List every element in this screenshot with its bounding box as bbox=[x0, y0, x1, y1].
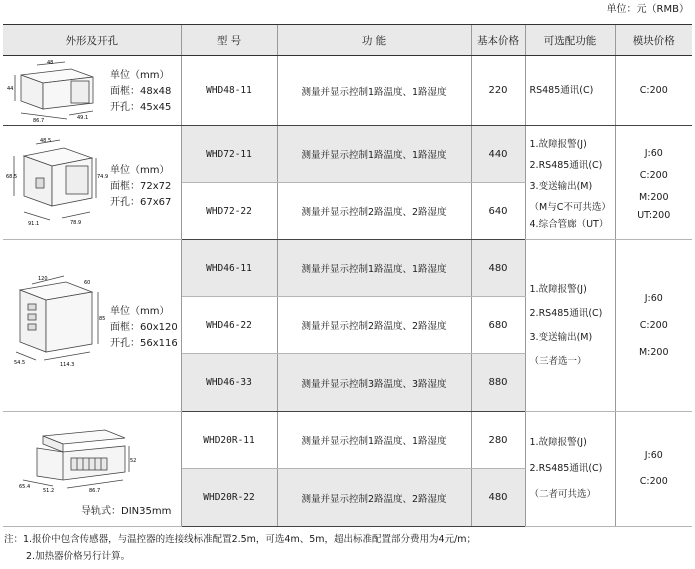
function-cell: 测量并显示控制2路温度、2路湿度 bbox=[277, 297, 471, 354]
module-price-item: M:200 bbox=[638, 347, 669, 358]
shape-cell-whd48 bbox=[3, 56, 181, 126]
header-options: 可选配功能 bbox=[525, 25, 615, 56]
header-model: 型 号 bbox=[181, 25, 277, 56]
header-shape: 外形及开孔 bbox=[3, 25, 181, 56]
dim-label: 48.5 bbox=[40, 138, 52, 144]
spec-unit: 单位（mm） bbox=[110, 165, 170, 176]
module-price-item: J:60 bbox=[644, 450, 663, 461]
model-cell: WHD46-33 bbox=[181, 354, 277, 412]
spec-frame: 面框：72x72 bbox=[110, 181, 172, 192]
dim-label: 48 bbox=[47, 60, 54, 66]
model-cell: WHD72-11 bbox=[181, 126, 277, 183]
dim-label: 49.1 bbox=[77, 115, 89, 121]
whd46-dimension-drawing bbox=[6, 256, 110, 396]
option-item: 1.故障报警(J) bbox=[529, 437, 587, 448]
module-price-item: UT:200 bbox=[637, 209, 671, 221]
price-cell: 480 bbox=[471, 240, 525, 297]
footnote-1: 注：1.报价中包含传感器，与温控器的连接线标准配置2.5m，可选4m、5m，超出标准配置部分费用为4元/m； bbox=[4, 534, 477, 545]
option-item: 2.RS485通讯(C) bbox=[529, 307, 603, 319]
option-item: （M与C不可共选） bbox=[529, 201, 611, 213]
model-cell: WHD20R-11 bbox=[181, 412, 277, 469]
function-cell: 测量并显示控制1路温度、1路湿度 bbox=[277, 126, 471, 183]
function-cell: 测量并显示控制2路温度、2路湿度 bbox=[277, 183, 471, 240]
table-header-row bbox=[3, 25, 692, 56]
dim-label: 65.4 bbox=[19, 484, 31, 490]
table-row bbox=[3, 412, 692, 469]
module-price-item: J:60 bbox=[644, 147, 663, 159]
price-cell: 640 bbox=[471, 183, 525, 240]
dim-label: 51.2 bbox=[43, 488, 55, 494]
option-item: （三者选一） bbox=[529, 355, 587, 367]
model-cell: WHD48-11 bbox=[181, 56, 277, 126]
shape-cell-whd72 bbox=[3, 126, 181, 240]
dim-label: 54.5 bbox=[14, 360, 26, 366]
model-cell: WHD72-22 bbox=[181, 183, 277, 240]
table-row bbox=[3, 56, 692, 126]
header-module-price: 模块价格 bbox=[615, 25, 692, 56]
dim-label: 78.9 bbox=[70, 220, 82, 226]
shape-cell-whd20r bbox=[3, 412, 181, 527]
function-cell: 测量并显示控制1路温度、1路湿度 bbox=[277, 56, 471, 126]
module-price-cell bbox=[615, 126, 692, 240]
module-price-item: J:60 bbox=[644, 293, 663, 304]
footnote-2: 2.加热器价格另行计算。 bbox=[26, 551, 131, 562]
spec-text bbox=[110, 163, 171, 211]
options-cell bbox=[525, 412, 615, 527]
module-price-cell bbox=[615, 56, 692, 126]
price-cell: 680 bbox=[471, 297, 525, 354]
option-item: （二者可共选） bbox=[529, 489, 597, 500]
price-cell: 880 bbox=[471, 354, 525, 412]
function-cell: 测量并显示控制2路温度、2路湿度 bbox=[277, 469, 471, 527]
dim-label: 91.1 bbox=[28, 221, 40, 227]
shape-cell-whd46 bbox=[3, 240, 181, 412]
options-cell bbox=[525, 126, 615, 240]
price-cell: 220 bbox=[471, 56, 525, 126]
spec-frame: 面框：48x48 bbox=[110, 86, 172, 97]
spec-cutout: 开孔：45x45 bbox=[110, 102, 172, 113]
module-price-item: C:200 bbox=[639, 85, 668, 96]
spec-unit: 单位（mm） bbox=[110, 70, 170, 81]
dim-label: 86.7 bbox=[89, 488, 101, 494]
dim-label: 52 bbox=[130, 458, 137, 464]
module-price-cell bbox=[615, 412, 692, 527]
function-cell: 测量并显示控制1路温度、1路湿度 bbox=[277, 412, 471, 469]
dim-label: 60 bbox=[84, 280, 91, 286]
table-row bbox=[3, 240, 692, 297]
option-item: 4.综合管廊（UT） bbox=[529, 218, 609, 230]
dim-label: 68.5 bbox=[6, 174, 18, 180]
table-row bbox=[3, 126, 692, 183]
spec-frame: 面框：60x120 bbox=[110, 322, 178, 333]
spec-din-rail: 导轨式：DIN35mm bbox=[81, 506, 172, 517]
module-price-item: C:200 bbox=[639, 476, 668, 487]
option-item: 2.RS485通讯(C) bbox=[529, 159, 603, 171]
dim-label: 114.3 bbox=[60, 362, 75, 368]
option-item: RS485通讯(C) bbox=[529, 85, 594, 96]
function-cell: 测量并显示控制1路温度、1路湿度 bbox=[277, 240, 471, 297]
cropped-text-fragment bbox=[18, 0, 78, 4]
dim-label: 44 bbox=[7, 86, 14, 92]
module-price-item: M:200 bbox=[638, 191, 669, 203]
options-cell bbox=[525, 240, 615, 412]
price-table bbox=[3, 24, 692, 527]
header-base-price: 基本价格 bbox=[471, 25, 525, 56]
option-item: 1.故障报警(J) bbox=[529, 283, 587, 295]
options-cell bbox=[525, 56, 615, 126]
option-item: 3.变送输出(M) bbox=[529, 331, 593, 343]
spec-text bbox=[110, 68, 171, 116]
price-cell: 440 bbox=[471, 126, 525, 183]
model-cell: WHD46-22 bbox=[181, 297, 277, 354]
model-cell: WHD46-11 bbox=[181, 240, 277, 297]
dim-label: 120 bbox=[38, 276, 48, 282]
spec-cutout: 开孔：56x116 bbox=[110, 338, 178, 349]
spec-text bbox=[81, 504, 171, 520]
header-function: 功 能 bbox=[277, 25, 471, 56]
dim-label: 74.9 bbox=[97, 174, 109, 180]
currency-unit-label: 单位：元（RMB） bbox=[606, 4, 689, 15]
spec-unit: 单位（mm） bbox=[110, 306, 170, 317]
spec-cutout: 开孔：67x67 bbox=[110, 197, 172, 208]
option-item: 2.RS485通讯(C) bbox=[529, 463, 603, 474]
option-item: 3.变送输出(M) bbox=[529, 180, 593, 192]
whd20r-dimension-drawing bbox=[13, 422, 143, 498]
dim-label: 85 bbox=[99, 316, 106, 322]
module-price-cell bbox=[615, 240, 692, 412]
module-price-item: C:200 bbox=[639, 169, 668, 181]
function-cell: 测量并显示控制3路温度、3路湿度 bbox=[277, 354, 471, 412]
footnotes bbox=[4, 531, 476, 565]
module-price-item: C:200 bbox=[639, 320, 668, 331]
whd72-dimension-drawing bbox=[6, 134, 109, 234]
dim-label: 86.7 bbox=[33, 118, 45, 124]
option-item: 1.故障报警(J) bbox=[529, 138, 587, 150]
price-cell: 280 bbox=[471, 412, 525, 469]
whd48-dimension-drawing bbox=[7, 59, 107, 123]
spec-text bbox=[110, 304, 178, 352]
price-cell: 480 bbox=[471, 469, 525, 527]
model-cell: WHD20R-22 bbox=[181, 469, 277, 527]
